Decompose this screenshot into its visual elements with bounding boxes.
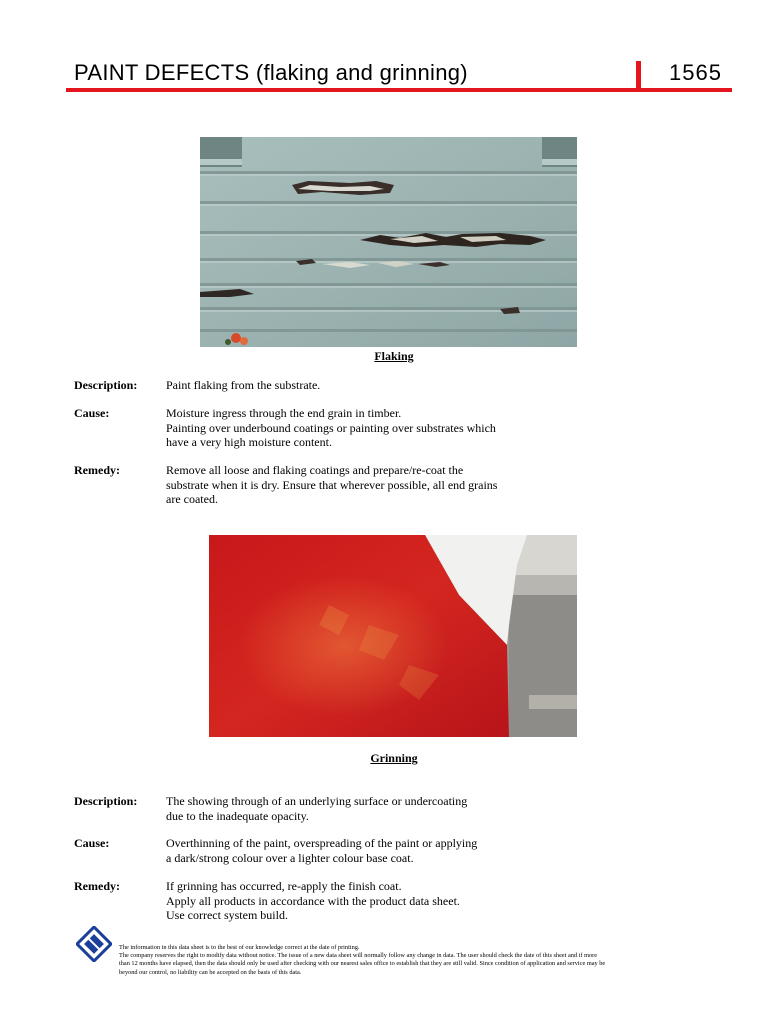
- remedy-text: [166, 463, 546, 507]
- text-line: The showing through of an underlying surface or undercoating: [166, 794, 468, 808]
- text-line: substrate when it is dry. Ensure that wherever possible, all end grains: [166, 477, 498, 492]
- cause-text: [166, 836, 546, 865]
- text-line: Paint flaking from the substrate.: [166, 378, 321, 392]
- description-text: [166, 378, 546, 393]
- description-label: Description:: [74, 378, 138, 392]
- text-line: Overthinning of the paint, overspreading of the paint or applying: [166, 836, 478, 850]
- disclaimer-line: The company reserves the right to modify data without notice. The issue of a new data sheet will normally follow any change in data. The user should check the date of this sheet and if more: [119, 952, 598, 960]
- disclaimer: [119, 944, 729, 977]
- description-label: Description:: [74, 794, 138, 808]
- cause-text: [166, 406, 546, 450]
- text-line: If grinning has occurred, re-apply the finish coat.: [166, 879, 402, 893]
- text-line: a dark/strong colour over a lighter colour base coat.: [166, 850, 414, 865]
- grinning-photo: [209, 535, 577, 737]
- text-line: Apply all products in accordance with the product data sheet.: [166, 893, 460, 908]
- remedy-label: Remedy:: [74, 879, 120, 893]
- remedy-label: Remedy:: [74, 463, 120, 477]
- description-text: [166, 794, 546, 823]
- disclaimer-line: The information in this data sheet is to the best of our knowledge correct at the date of printing.: [119, 944, 360, 951]
- text-line: have a very high moisture content.: [166, 435, 332, 449]
- page-title: PAINT DEFECTS (flaking and grinning): [74, 60, 468, 85]
- grinning-caption: Grinning: [370, 751, 418, 765]
- text-line: Painting over underbound coatings or painting over substrates which: [166, 420, 496, 435]
- text-line: Moisture ingress through the end grain in timber.: [166, 406, 402, 420]
- cause-label: Cause:: [74, 406, 110, 420]
- text-line: are coated.: [166, 492, 218, 506]
- text-line: Remove all loose and flaking coatings and prepare/re-coat the: [166, 463, 464, 477]
- remedy-text: [166, 879, 546, 923]
- text-line: Use correct system build.: [166, 908, 288, 922]
- flaking-caption: Flaking: [374, 349, 414, 363]
- header-rule: [66, 88, 732, 92]
- company-logo-icon: [76, 926, 112, 962]
- sheet-number: 1565: [669, 60, 722, 85]
- text-line: due to the inadequate opacity.: [166, 808, 309, 823]
- disclaimer-line: than 12 months have elapsed, then the data should only be used after checking with our nearest sales office to establish that they are still valid. Since condition of application and service may be: [119, 960, 606, 968]
- disclaimer-line: beyond our control, no liability can be accepted on the basis of this data.: [119, 968, 302, 976]
- cause-label: Cause:: [74, 836, 110, 850]
- flaking-photo: [200, 137, 577, 347]
